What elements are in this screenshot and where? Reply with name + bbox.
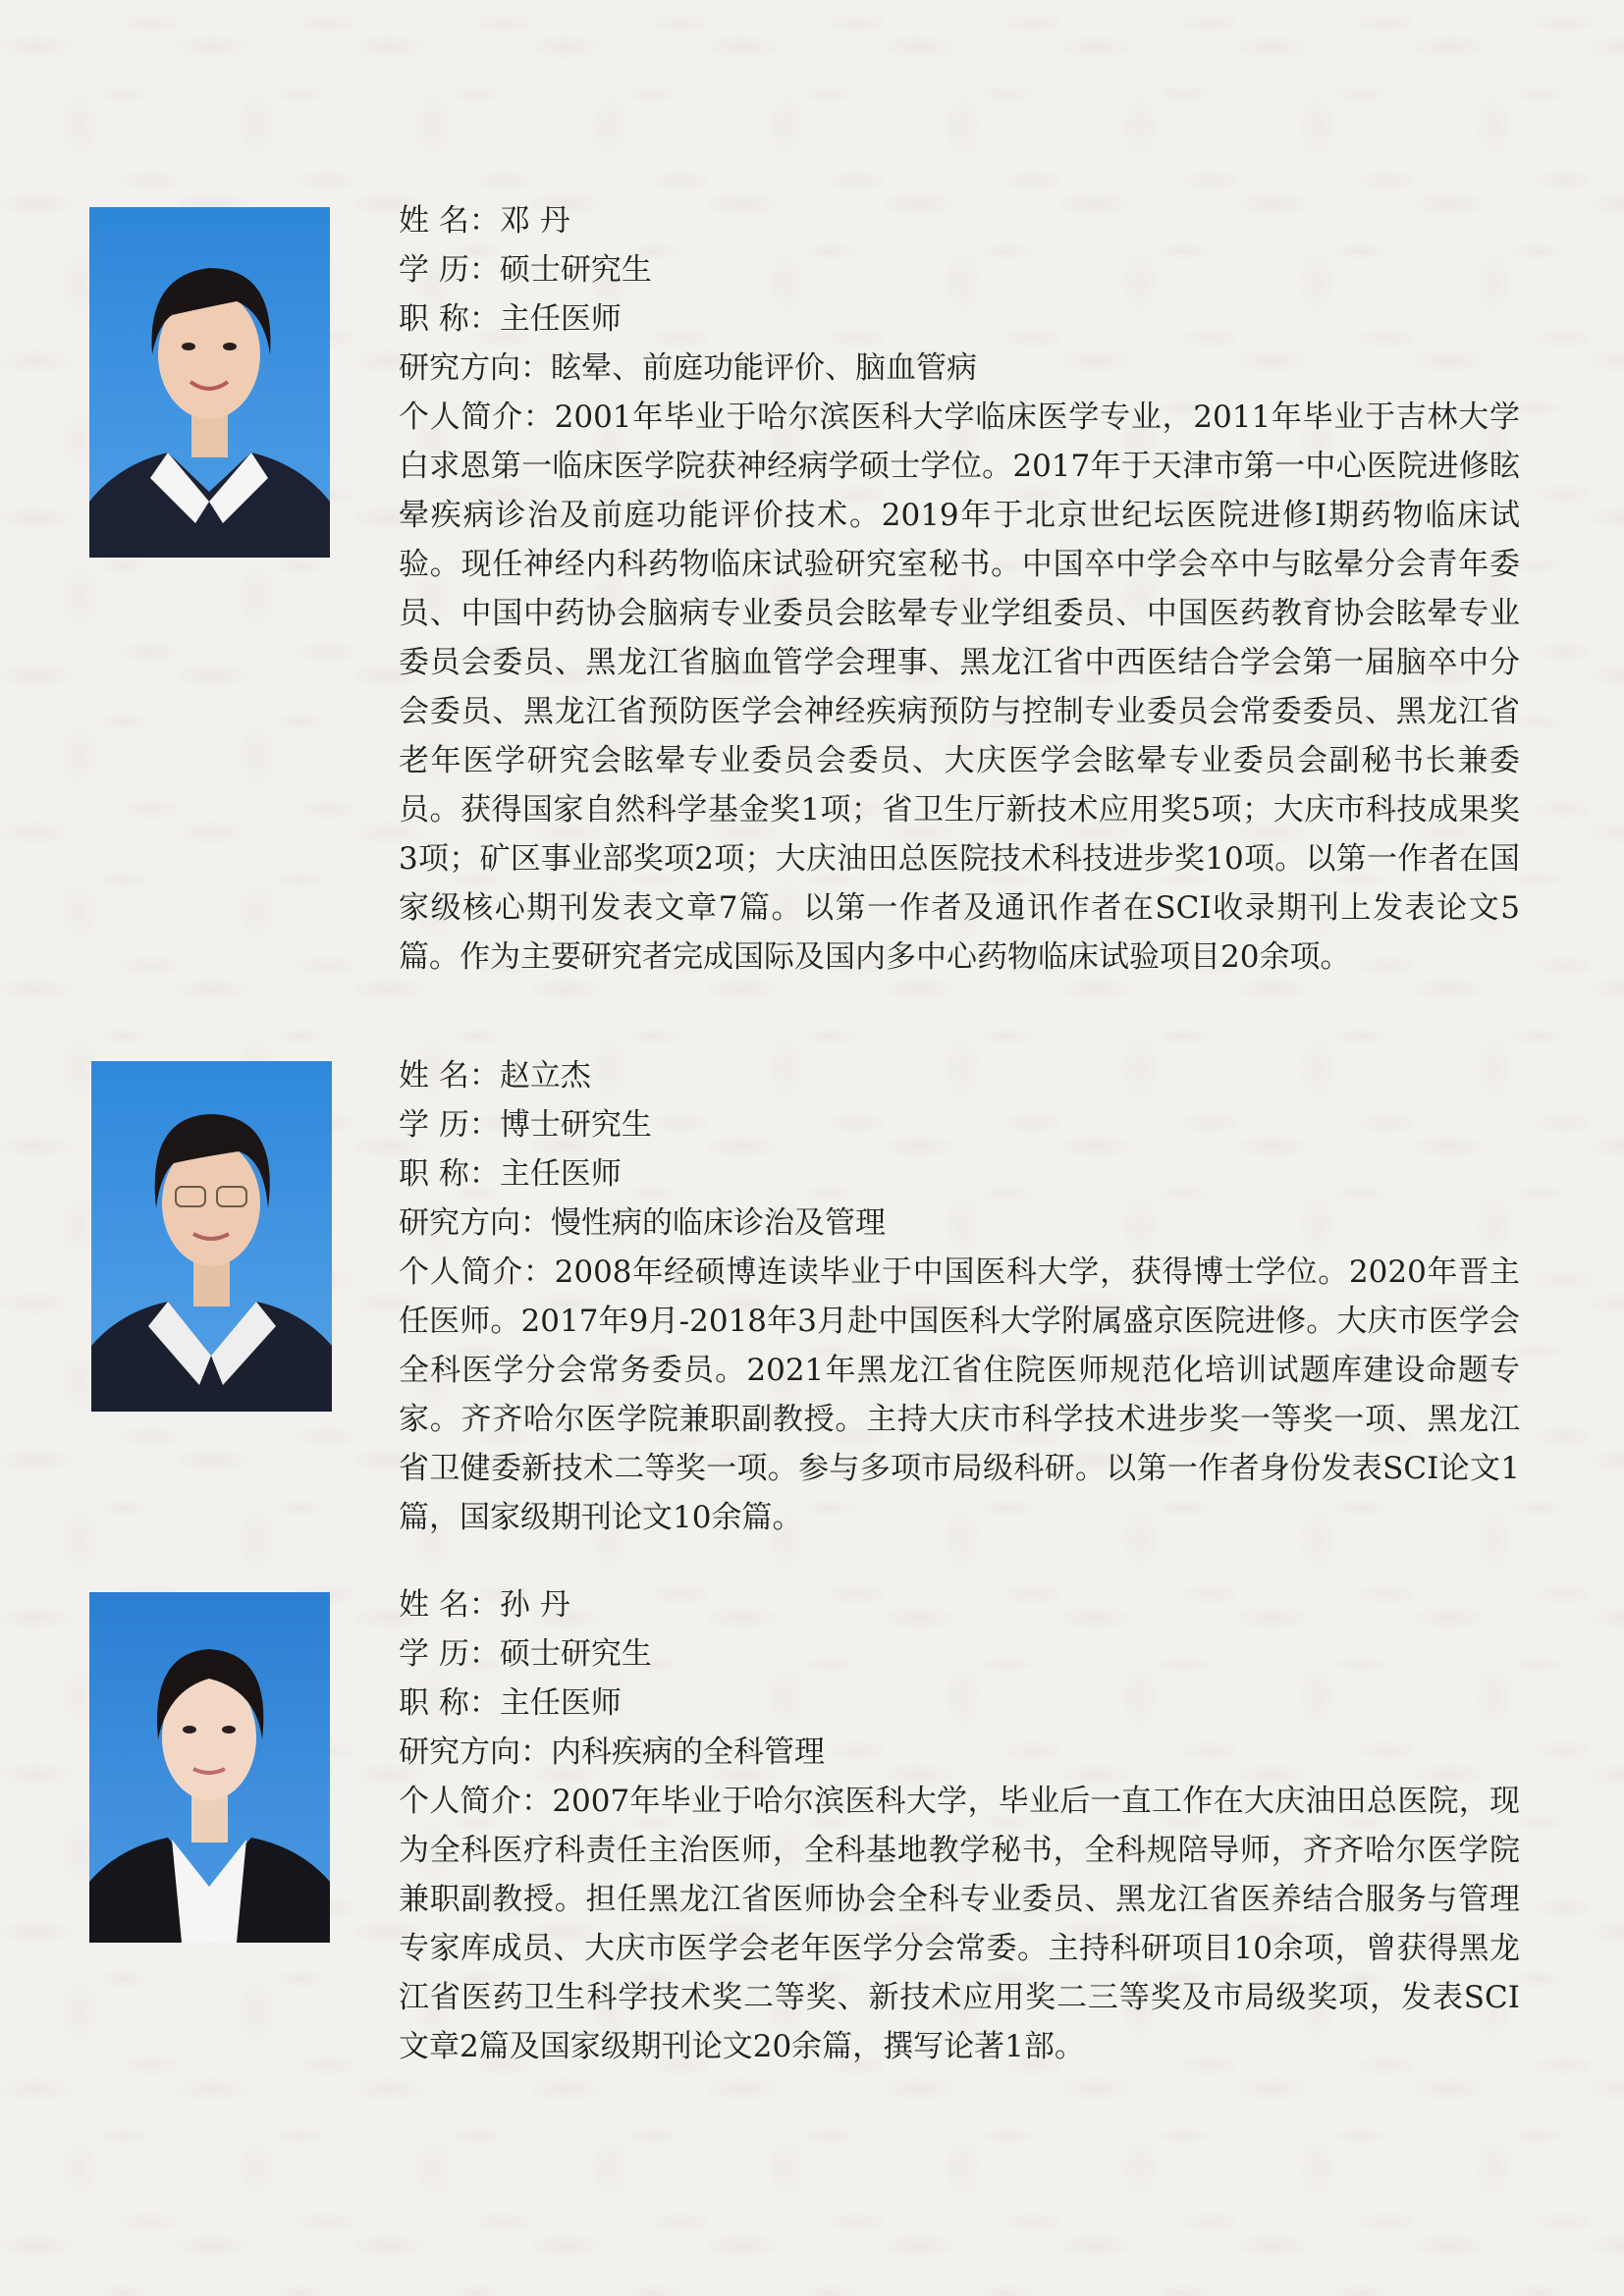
name-line: 姓 名：赵立杰 xyxy=(399,1058,591,1094)
portrait-photo xyxy=(91,1061,332,1412)
bio-paragraph: 个人简介：2007年毕业于哈尔滨医科大学，毕业后一直工作在大庆油田总医院，现为全科医疗科责任主治医师，全科基地教学秘书，全科规陪导师，齐齐哈尔医学院兼职副教授。担任黑龙江省医师协会全科专业委员、黑龙江省医养结合服务与管理专家库成员、大庆市医学会老年医学分会常委。主持科研项目10余项，曾获得黑龙江省医药卫生科学技术奖二等奖、新技术应用奖二三等奖及市局级奖项，发表SCI文章2篇及国家级期刊论文20余篇，撰写论著1部。 xyxy=(399,1784,1520,2064)
name-line: 姓 名：孙 丹 xyxy=(399,1587,570,1623)
title-line: 职 称：主任医师 xyxy=(399,301,622,337)
research-line: 研究方向：内科疾病的全科管理 xyxy=(399,1735,825,1770)
education-line: 学 历：硕士研究生 xyxy=(399,252,652,288)
bio-paragraph: 个人简介：2001年毕业于哈尔滨医科大学临床医学专业，2011年毕业于吉林大学白求恩第一临床医学院获神经病学硕士学位。2017年于天津市第一中心医院进修眩晕疾病诊治及前庭功能评价技术。2019年于北京世纪坛医院进修I期药物临床试验。现任神经内科药物临床试验研究室秘书。中国卒中学会卒中与眩晕分会青年委员、中国中药协会脑病专业委员会眩晕专业学组委员、中国医药教育协会眩晕专业委员会委员、黑龙江省脑血管学会理事、黑龙江省中西医结合学会第一届脑卒中分会委员、黑龙江省预防医学会神经疾病预防与控制专业委员会常委委员、黑龙江省老年医学研究会眩晕专业委员会委员、大庆医学会眩晕专业委员会副秘书长兼委员。获得国家自然科学基金奖1项；省卫生厅新技术应用奖5项；大庆市科技成果奖3项；矿区事业部奖项2项；大庆油田总医院技术科技进步奖10项。以第一作者在国家级核心期刊发表文章7篇。以第一作者及通讯作者在SCI收录期刊上发表论文5篇。作为主要研究者完成国际及国内多中心药物临床试验项目20余项。 xyxy=(399,400,1520,975)
title-line: 职 称：主任医师 xyxy=(399,1156,622,1192)
profile-info xyxy=(399,1051,1520,1542)
portrait-photo xyxy=(89,1592,330,1943)
research-line: 研究方向：慢性病的临床诊治及管理 xyxy=(399,1205,886,1241)
profile-info xyxy=(399,196,1520,982)
research-line: 研究方向：眩晕、前庭功能评价、脑血管病 xyxy=(399,350,977,386)
title-line: 职 称：主任医师 xyxy=(399,1685,622,1721)
education-line: 学 历：硕士研究生 xyxy=(399,1636,652,1672)
bio-paragraph: 个人简介：2008年经硕博连读毕业于中国医科大学，获得博士学位。2020年晋主任医师。2017年9月-2018年3月赴中国医科大学附属盛京医院进修。大庆市医学会全科医学分会常务委员。2021年黑龙江省住院医师规范化培训试题库建设命题专家。齐齐哈尔医学院兼职副教授。主持大庆市科学技术进步奖一等奖一项、黑龙江省卫健委新技术二等奖一项。参与多项市局级科研。以第一作者身份发表SCI论文1篇，国家级期刊论文10余篇。 xyxy=(399,1255,1520,1535)
name-line: 姓 名：邓 丹 xyxy=(399,203,570,239)
profile-info xyxy=(399,1580,1520,2071)
education-line: 学 历：博士研究生 xyxy=(399,1107,652,1143)
portrait-photo xyxy=(89,207,330,558)
